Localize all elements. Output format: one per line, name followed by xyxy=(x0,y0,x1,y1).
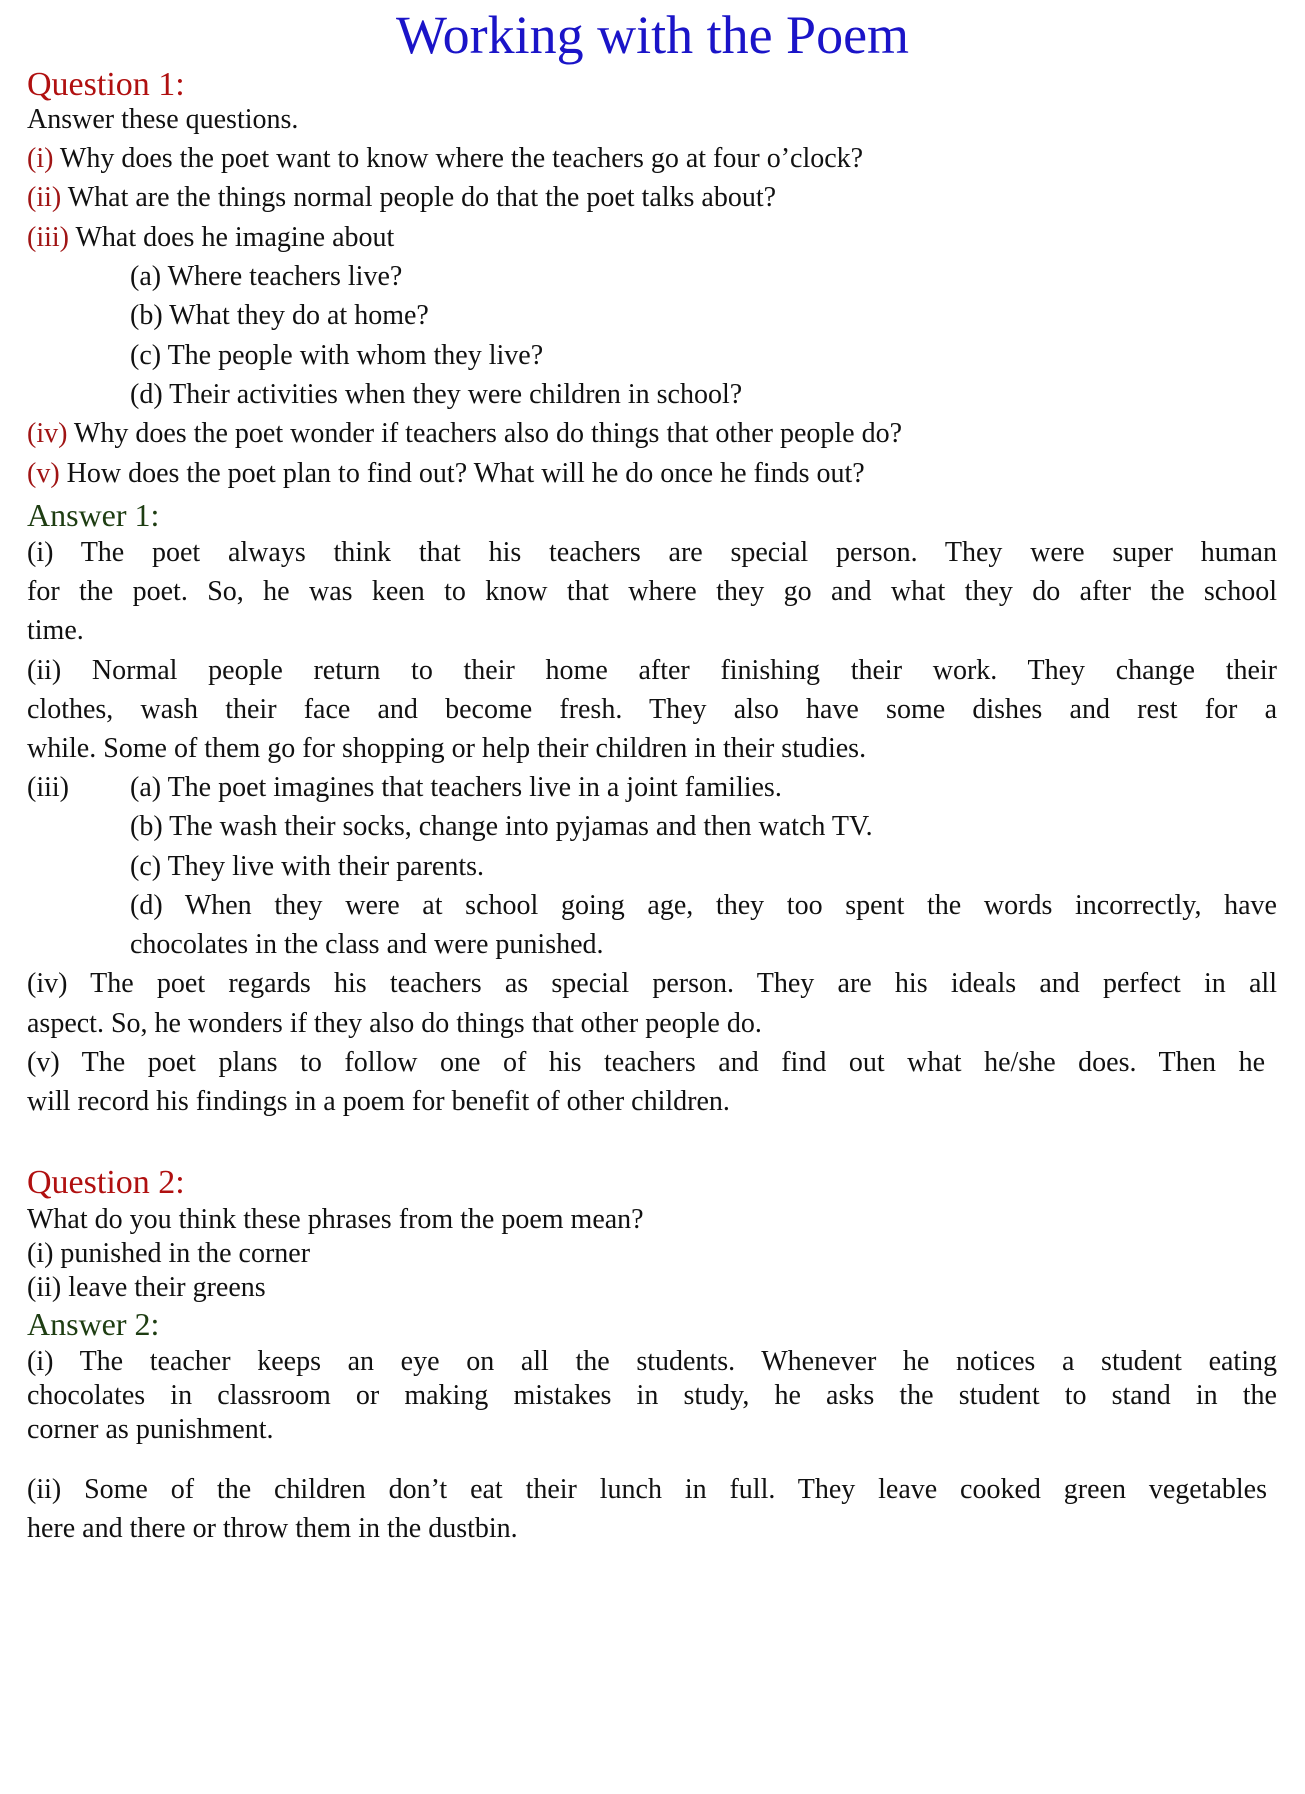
answer-line: here and there or throw them in the dustbin. xyxy=(27,1513,518,1544)
question-marker: (v) xyxy=(27,458,60,489)
question-subitem: (a) Where teachers live? xyxy=(130,261,403,292)
question-1-intro: Answer these questions. xyxy=(27,104,299,135)
question-text: What does he imagine about xyxy=(69,222,395,253)
question-marker: (iv) xyxy=(27,418,68,449)
question-2-line: (i) punished in the corner xyxy=(27,1238,311,1269)
answer-line: aspect. So, he wonders if they also do things that other people do. xyxy=(27,1008,762,1039)
question-subitem: (d) Their activities when they were children in school? xyxy=(130,379,743,410)
question-marker: (i) xyxy=(27,143,54,174)
question-marker: (iii) xyxy=(27,222,69,253)
question-1-heading: Question 1: xyxy=(27,66,185,103)
question-subitem: (c) The people with whom they live? xyxy=(130,340,544,371)
question-item xyxy=(27,182,776,214)
answer-line: (i) The teacher keeps an eye on all the students. Whenever he notices a student eating xyxy=(27,1346,1277,1377)
answer-subitem: (c) They live with their parents. xyxy=(130,851,485,882)
answer-line: (iv) The poet regards his teachers as special person. They are his ideals and perfect in all xyxy=(27,968,1277,999)
question-2-line: (ii) leave their greens xyxy=(27,1272,266,1303)
answer-line: chocolates in classroom or making mistakes in study, he asks the student to stand in the xyxy=(27,1380,1277,1411)
question-item xyxy=(27,418,902,450)
answer-2-heading: Answer 2: xyxy=(27,1306,160,1342)
question-marker: (ii) xyxy=(27,182,62,213)
answer-subitem: (b) The wash their socks, change into pyjamas and then watch TV. xyxy=(130,811,873,842)
question-2-heading: Question 2: xyxy=(27,1164,185,1201)
answer-line: will record his findings in a poem for benefit of other children. xyxy=(27,1086,730,1117)
answer-line: time. xyxy=(27,615,84,646)
answer-line: (ii) Some of the children don’t eat their lunch in full. They leave cooked green vegetables xyxy=(27,1474,1267,1505)
question-item xyxy=(27,222,394,254)
answer-line: (v) The poet plans to follow one of his teachers and find out what he/she does. Then he xyxy=(27,1047,1265,1078)
answer-1-heading: Answer 1: xyxy=(27,497,160,533)
answer-subitem: (a) The poet imagines that teachers live in a joint families. xyxy=(130,772,782,803)
answer-line: (ii) Normal people return to their home after finishing their work. They change their xyxy=(27,655,1277,686)
answer-subitem: (d) When they were at school going age, they too spent the words incorrectly, have xyxy=(130,890,1277,921)
question-text: How does the poet plan to find out? What will he do once he finds out? xyxy=(59,458,865,489)
question-subitem: (b) What they do at home? xyxy=(130,300,429,331)
answer-line: (i) The poet always think that his teachers are special person. They were super human xyxy=(27,537,1277,568)
question-item xyxy=(27,143,863,175)
question-2-line: What do you think these phrases from the poem mean? xyxy=(27,1204,644,1235)
question-text: Why does the poet wonder if teachers also do things that other people do? xyxy=(67,418,903,449)
answer-line: clothes, wash their face and become fresh. They also have some dishes and rest for a xyxy=(27,694,1277,725)
answer-line: corner as punishment. xyxy=(27,1414,274,1445)
question-item xyxy=(27,458,865,490)
question-text: What are the things normal people do that the poet talks about? xyxy=(61,182,777,213)
answer-iii-marker: (iii) xyxy=(27,772,69,803)
question-text: Why does the poet want to know where the teachers go at four o’clock? xyxy=(53,143,864,174)
answer-line: while. Some of them go for shopping or help their children in their studies. xyxy=(27,733,867,764)
page-title: Working with the Poem xyxy=(395,5,910,65)
answer-subitem: chocolates in the class and were punished. xyxy=(130,929,604,960)
answer-line: for the poet. So, he was keen to know that where they go and what they do after the school xyxy=(27,576,1277,607)
